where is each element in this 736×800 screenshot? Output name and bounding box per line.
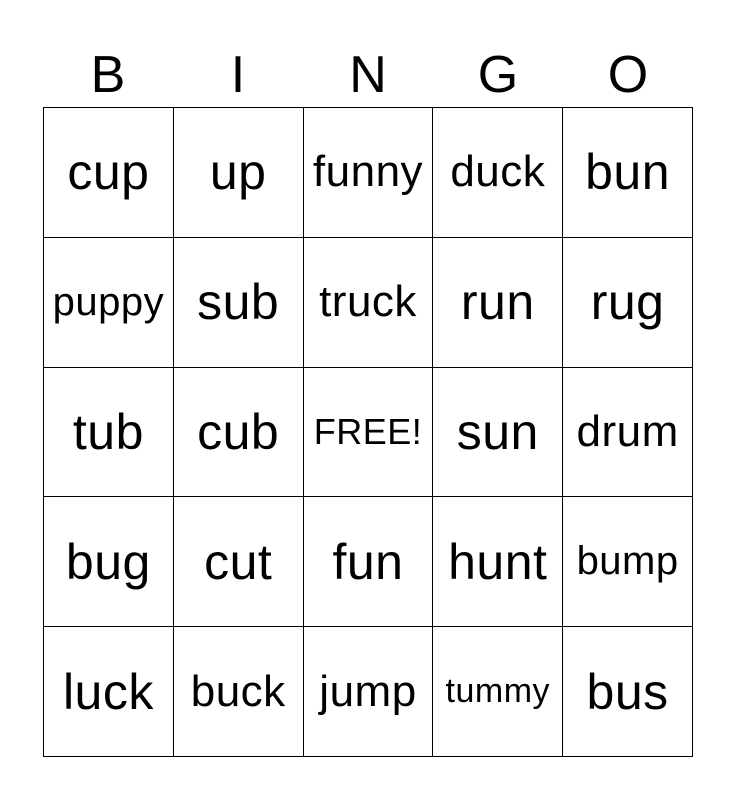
bingo-header	[43, 44, 693, 106]
bingo-cell[interactable]: sun	[433, 368, 563, 498]
bingo-cell[interactable]: bump	[563, 497, 693, 627]
bingo-cell[interactable]: tub	[44, 368, 174, 498]
header-letter-g: G	[477, 46, 519, 104]
bingo-cell[interactable]: duck	[433, 108, 563, 238]
bingo-cell[interactable]: drum	[563, 368, 693, 498]
bingo-cell[interactable]: buck	[174, 627, 304, 757]
bingo-cell[interactable]: tummy	[433, 627, 563, 757]
bingo-cell[interactable]: cut	[174, 497, 304, 627]
bingo-cell[interactable]: luck	[44, 627, 174, 757]
bingo-cell[interactable]: bus	[563, 627, 693, 757]
header-letter-i: I	[230, 46, 246, 104]
free-space-cell[interactable]: FREE!	[304, 368, 434, 498]
bingo-cell[interactable]: hunt	[433, 497, 563, 627]
bingo-cell[interactable]: jump	[304, 627, 434, 757]
bingo-cell[interactable]: truck	[304, 238, 434, 368]
bingo-cell[interactable]: cub	[174, 368, 304, 498]
bingo-cell[interactable]: sub	[174, 238, 304, 368]
header-letter-n: N	[349, 46, 387, 104]
header-letter-b: B	[90, 46, 126, 104]
bingo-cell[interactable]: bug	[44, 497, 174, 627]
bingo-cell[interactable]: cup	[44, 108, 174, 238]
bingo-cell[interactable]: bun	[563, 108, 693, 238]
bingo-cell[interactable]: fun	[304, 497, 434, 627]
header-letter-o: O	[607, 46, 649, 104]
bingo-cell[interactable]: rug	[563, 238, 693, 368]
bingo-board	[43, 107, 693, 757]
bingo-cell[interactable]: run	[433, 238, 563, 368]
bingo-cell[interactable]: puppy	[44, 238, 174, 368]
bingo-cell[interactable]: funny	[304, 108, 434, 238]
bingo-cell[interactable]: up	[174, 108, 304, 238]
